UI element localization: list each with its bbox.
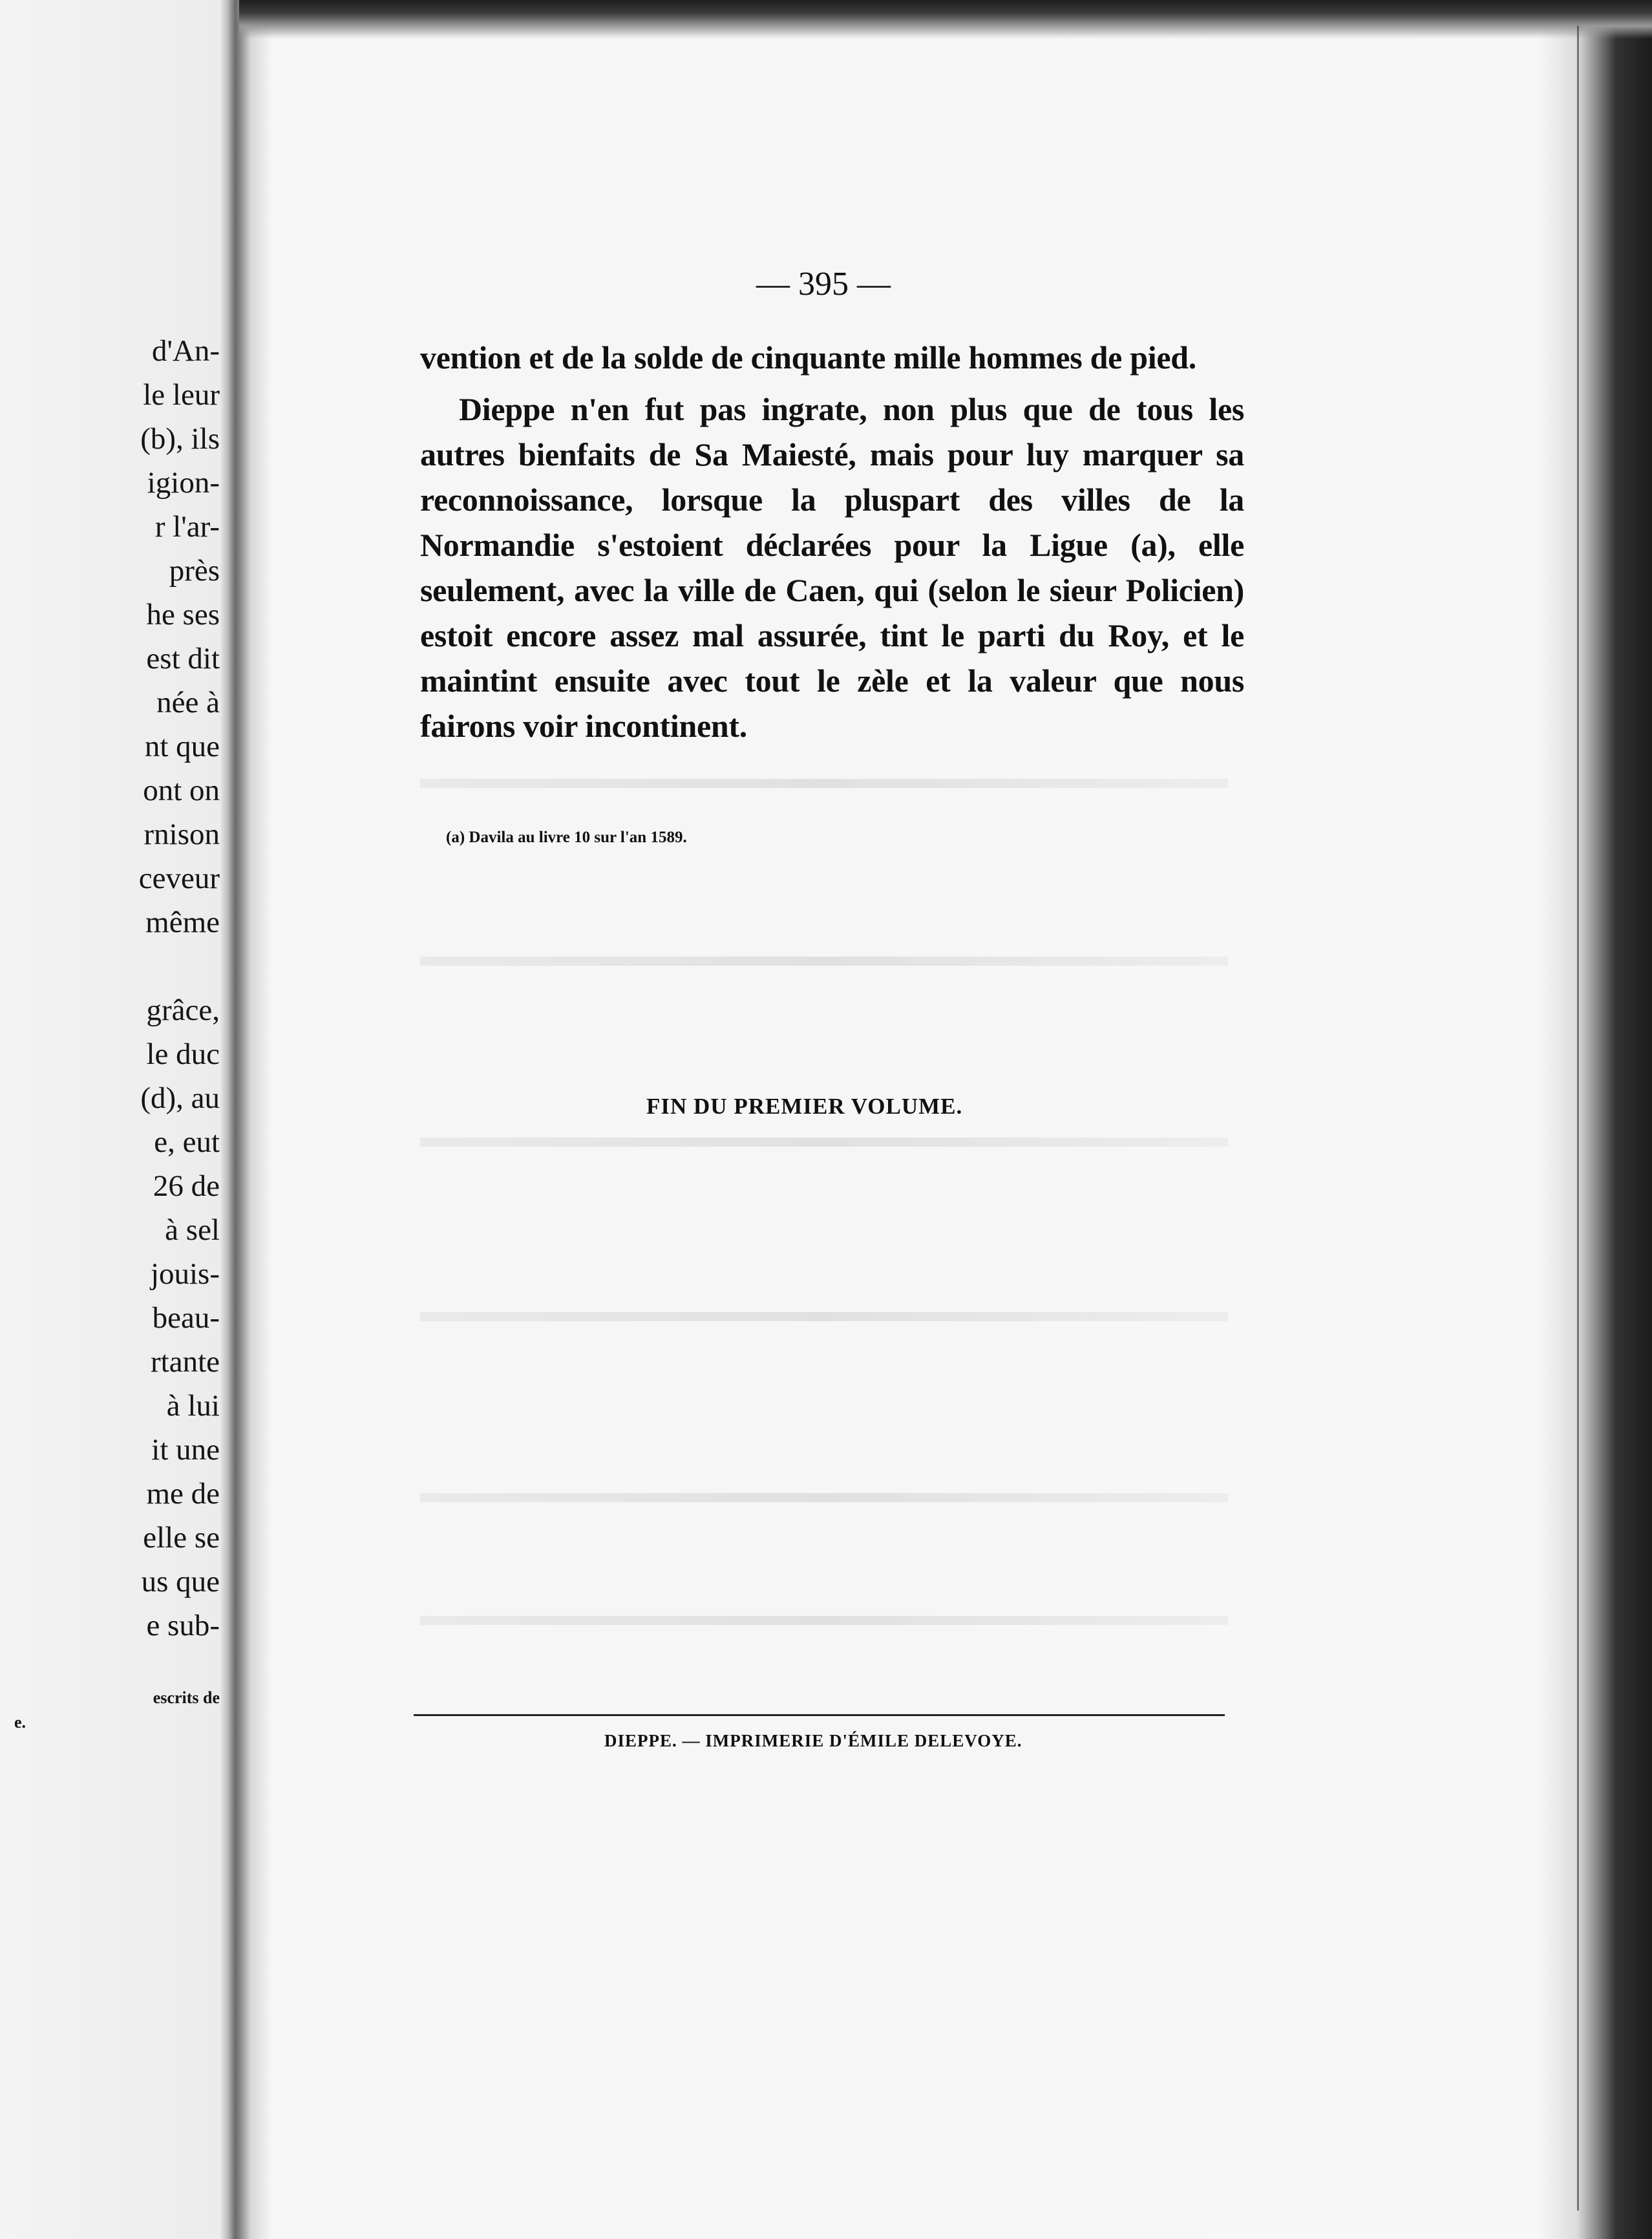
show-through [420, 1138, 1228, 1147]
left-line: ont on [143, 774, 220, 807]
left-line: (b), ils [140, 422, 220, 456]
left-line: même [145, 906, 220, 939]
page-right-edge [1577, 26, 1598, 2211]
left-line: beau- [152, 1301, 220, 1335]
left-line: d'An- [151, 334, 220, 368]
scan-top-shadow [239, 0, 1652, 39]
left-line: (d), au [140, 1081, 220, 1115]
left-line: us que [141, 1565, 220, 1598]
show-through [420, 957, 1228, 966]
left-line: e sub- [146, 1609, 220, 1642]
left-line: née à [156, 686, 220, 719]
left-line: me de [146, 1477, 220, 1511]
left-line: ceveur [138, 862, 220, 895]
paragraph: vention et de la solde de cinquante mille hommes de pied. [420, 339, 1196, 376]
left-line: jouis- [150, 1257, 220, 1291]
left-line: e, eut [154, 1125, 220, 1159]
show-through [420, 1616, 1228, 1625]
left-line: igion- [147, 466, 220, 500]
show-through [420, 779, 1228, 788]
left-line: nt que [144, 730, 220, 763]
left-line: est dit [146, 642, 220, 675]
left-line: le leur [143, 378, 220, 412]
left-line: r l'ar- [154, 510, 220, 544]
left-line: à sel [165, 1213, 220, 1247]
left-line: rtante [151, 1345, 220, 1379]
page-number: — 395 — [756, 266, 891, 302]
show-through [420, 1493, 1228, 1502]
left-line: elle se [143, 1521, 220, 1555]
body-text [420, 335, 1244, 748]
colophon-rule [414, 1714, 1225, 1716]
left-line: it une [151, 1433, 220, 1467]
left-page [0, 0, 220, 2239]
left-footnote-line: escrits de [153, 1688, 220, 1707]
left-line: rnison [143, 818, 220, 851]
footnote: (a) Davila au livre 10 sur l'an 1589. [446, 829, 687, 846]
left-line: à lui [166, 1389, 220, 1423]
printer-colophon: DIEPPE. — IMPRIMERIE D'ÉMILE DELEVOYE. [604, 1731, 1022, 1750]
show-through [420, 1312, 1228, 1321]
left-line: près [169, 554, 220, 588]
left-line: grâce, [146, 993, 220, 1027]
end-of-volume-title: FIN DU PREMIER VOLUME. [646, 1094, 963, 1119]
left-footnote-line: e. [14, 1713, 26, 1732]
paragraph: Dieppe n'en fut pas ingrate, non plus que de tous les autres bienfaits de Sa Maiesté, mais pour luy marquer sa reconnoissance, lorsque la pluspart des villes de la Normandie s'estoient déclarées pour la Ligue (a), elle seulement, avec la ville de Caen, qui (selon le sieur Policien) estoit encore assez mal assurée, tint le parti du Roy, et le maintint ensuite avec tout le zèle et la valeur que nous fairons voir incontinent. [420, 391, 1244, 744]
left-line: 26 de [153, 1169, 220, 1203]
left-line: he ses [146, 598, 220, 631]
left-line: le duc [146, 1037, 220, 1071]
